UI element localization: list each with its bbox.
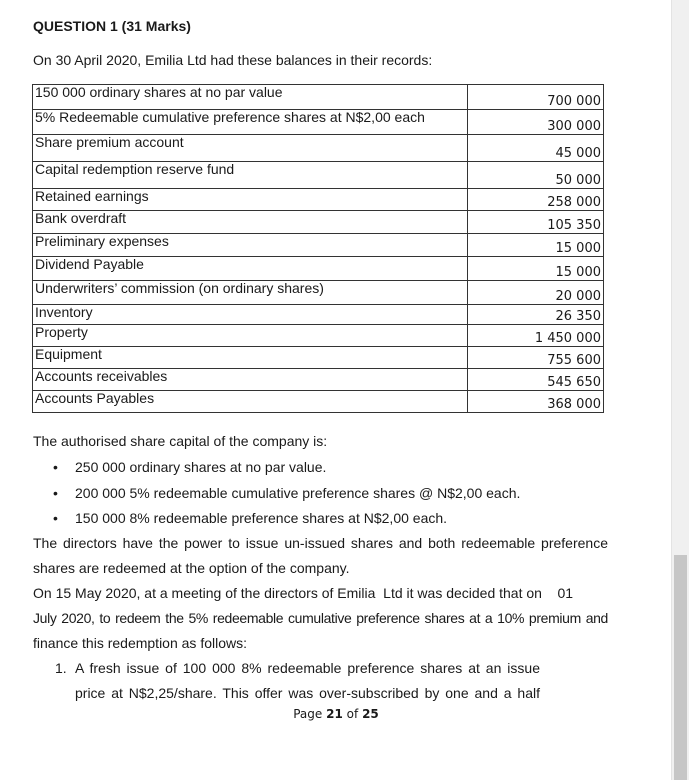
balance-amount: 15 000	[468, 234, 604, 257]
scrollbar-thumb[interactable]	[674, 555, 687, 780]
footer-page-number: 21	[326, 707, 343, 721]
directors-line: shares are redeemed at the option of the company.	[33, 560, 350, 576]
numbered-line: price at N$2,25/share. This offer was over-subscribed by one and a half	[75, 685, 540, 701]
balance-row	[33, 85, 604, 110]
balance-amount: 300 000	[468, 110, 604, 135]
balance-item: Retained earnings	[33, 189, 468, 211]
balance-row	[33, 325, 604, 347]
balance-amount: 105 350	[468, 211, 604, 234]
balance-amount: 700 000	[468, 85, 604, 110]
balance-row	[33, 211, 604, 234]
balance-amount: 15 000	[468, 257, 604, 281]
meeting-line: July 2020, to redeem the 5% redeemable cumulative preference shares at a 10% premium and	[33, 610, 608, 626]
page-footer	[0, 707, 672, 721]
footer-total-pages: 25	[362, 707, 379, 721]
authorised-item: • 150 000 8% redeemable preference shares at N$2,00 each.	[53, 506, 520, 532]
balance-amount: 368 000	[468, 391, 604, 413]
question-intro: On 30 April 2020, Emilia Ltd had these balances in their records:	[33, 52, 433, 68]
balance-item: Share premium account	[33, 135, 468, 162]
balance-row	[33, 391, 604, 413]
footer-of-word: of	[346, 707, 359, 721]
balance-amount: 26 350	[468, 305, 604, 325]
balance-amount: 50 000	[468, 162, 604, 189]
balance-row	[33, 234, 604, 257]
vertical-scrollbar[interactable]	[671, 0, 689, 780]
balance-row	[33, 305, 604, 325]
balance-item: Property	[33, 325, 468, 347]
balances-table	[32, 84, 604, 413]
balance-item: Equipment	[33, 347, 468, 369]
balance-row	[33, 135, 604, 162]
balance-item: 150 000 ordinary shares at no par value	[33, 85, 468, 110]
question-title: QUESTION 1 (31 Marks)	[33, 18, 191, 34]
balance-item: Bank overdraft	[33, 211, 468, 234]
balance-amount: 258 000	[468, 189, 604, 211]
authorised-heading: The authorised share capital of the company is:	[33, 433, 328, 449]
balance-row	[33, 281, 604, 305]
balance-amount: 545 650	[468, 369, 604, 391]
balance-row	[33, 369, 604, 391]
balance-amount: 45 000	[468, 135, 604, 162]
meeting-paragraph	[33, 581, 608, 656]
balance-row	[33, 162, 604, 189]
directors-line: The directors have the power to issue un-issued shares and both redeemable preference	[33, 535, 608, 551]
balance-item: Capital redemption reserve fund	[33, 162, 468, 189]
balance-item: Preliminary expenses	[33, 234, 468, 257]
footer-page-word: Page	[293, 707, 323, 721]
balance-row	[33, 347, 604, 369]
meeting-line: On 15 May 2020, at a meeting of the directors of Emilia Ltd it was decided that on 01	[33, 585, 574, 601]
balance-amount: 755 600	[468, 347, 604, 369]
numbered-line: A fresh issue of 100 000 8% redeemable preference shares at an issue	[75, 660, 540, 676]
numbered-list	[55, 656, 540, 706]
balance-amount: 20 000	[468, 281, 604, 305]
balance-item: Inventory	[33, 305, 468, 325]
balance-item: Dividend Payable	[33, 257, 468, 281]
balance-item: 5% Redeemable cumulative preference shares at N$2,00 each	[33, 110, 468, 135]
balance-amount: 1 450 000	[468, 325, 604, 347]
authorised-list	[53, 455, 520, 532]
directors-paragraph	[33, 531, 608, 581]
authorised-item: • 250 000 ordinary shares at no par value.	[53, 455, 520, 481]
balance-row	[33, 257, 604, 281]
balance-item: Accounts receivables	[33, 369, 468, 391]
balance-row	[33, 189, 604, 211]
balances-table-body	[33, 85, 604, 413]
meeting-line: finance this redemption as follows:	[33, 635, 247, 651]
balance-item: Underwriters’ commission (on ordinary shares)	[33, 281, 468, 305]
authorised-item: • 200 000 5% redeemable cumulative preference shares @ N$2,00 each.	[53, 481, 520, 507]
balance-row	[33, 110, 604, 135]
balance-item: Accounts Payables	[33, 391, 468, 413]
numbered-item	[55, 656, 540, 706]
numbered-marker: 1.	[55, 660, 67, 676]
